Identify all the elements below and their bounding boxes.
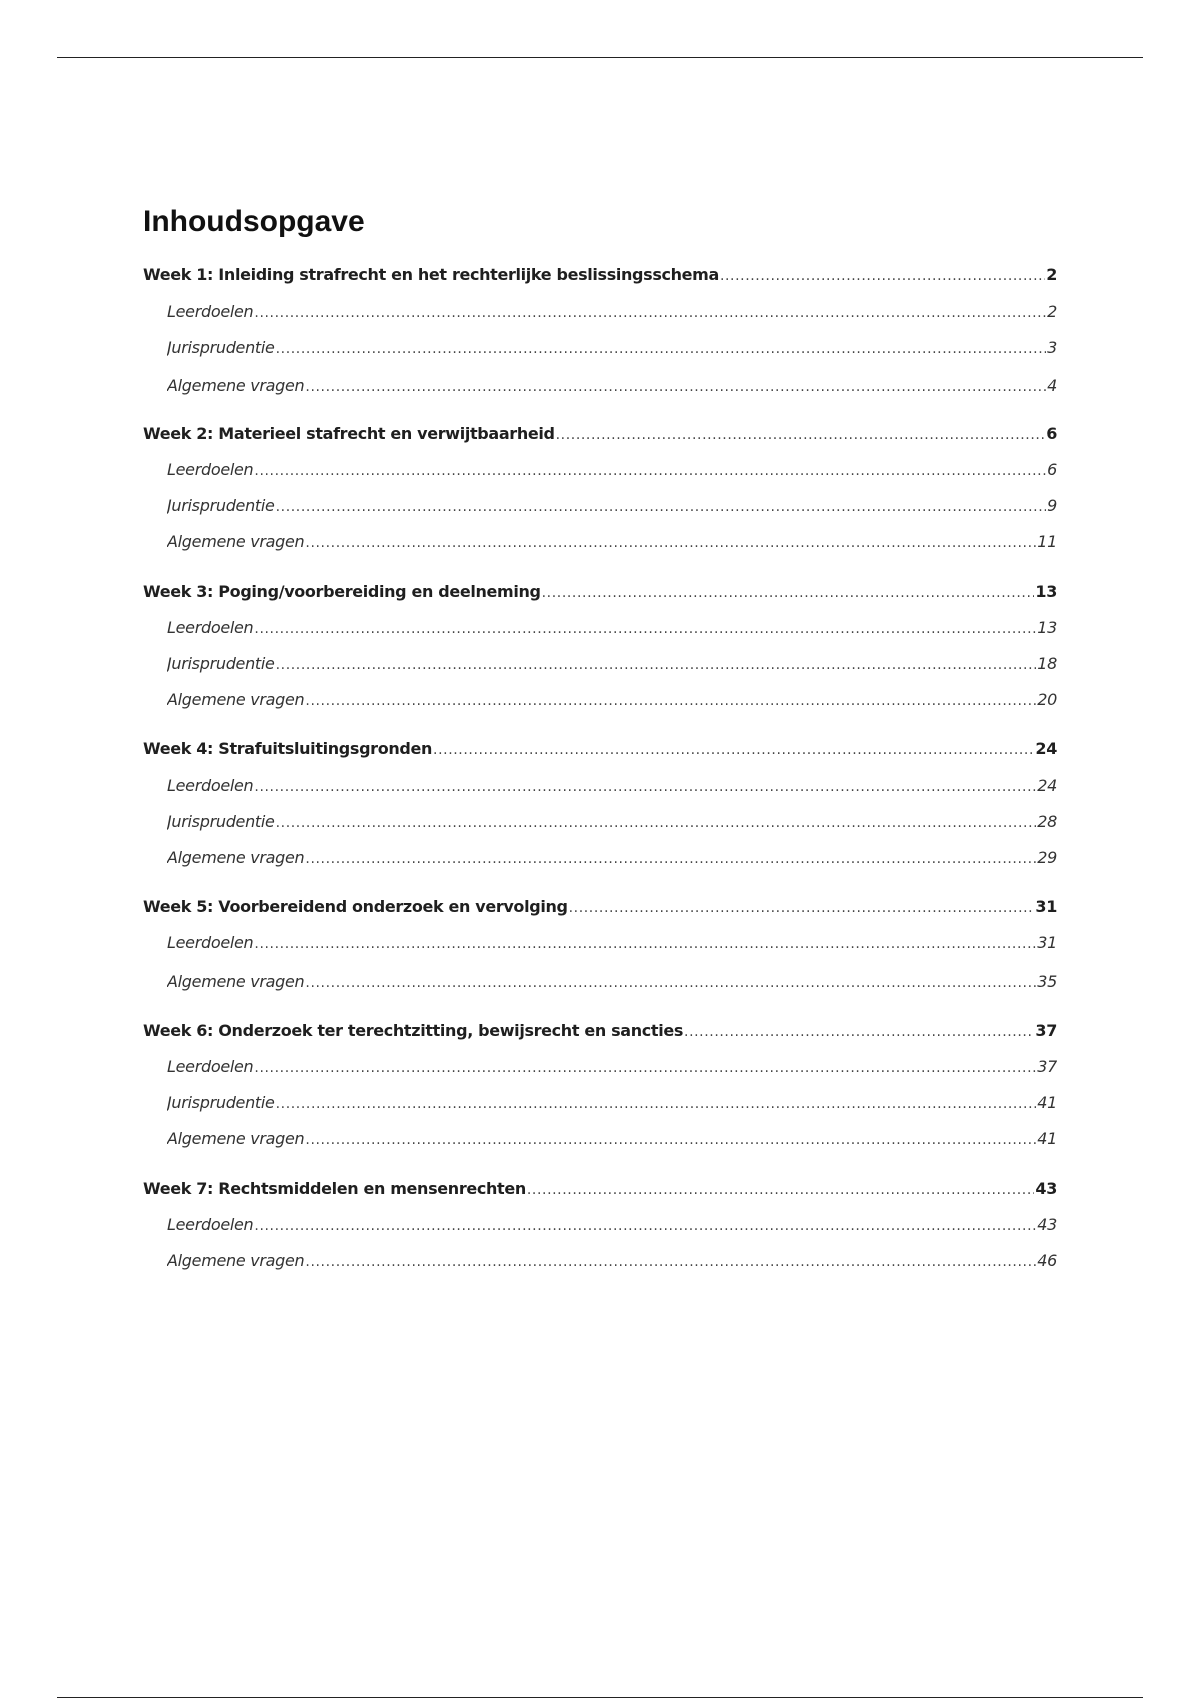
toc-entry-page-number: 13 <box>1035 582 1057 601</box>
toc-entry-label: Leerdoelen <box>167 1215 254 1234</box>
dot-leader <box>305 1127 1036 1151</box>
dot-leader <box>556 422 1046 446</box>
toc-subsection-entry[interactable] <box>167 688 1057 712</box>
toc-entry-label: Algemene vragen <box>167 972 305 991</box>
dot-leader <box>276 494 1047 518</box>
toc-subsection-entry[interactable] <box>167 1055 1057 1079</box>
toc-entry-page-number: 2 <box>1047 302 1057 321</box>
dot-leader <box>254 1213 1036 1237</box>
toc-entry-label: Leerdoelen <box>167 1057 254 1076</box>
dot-leader <box>305 846 1036 870</box>
toc-entry-page-number: 46 <box>1037 1251 1057 1270</box>
toc-entry-page-number: 31 <box>1035 897 1057 916</box>
dot-leader <box>684 1019 1034 1043</box>
header-rule <box>57 57 1143 58</box>
dot-leader <box>305 530 1036 554</box>
toc-subsection-entry[interactable] <box>167 1249 1057 1273</box>
toc-entry-page-number: 31 <box>1037 933 1057 952</box>
toc-entry-page-number: 2 <box>1046 265 1057 284</box>
dot-leader <box>305 688 1036 712</box>
toc-section-entry[interactable] <box>143 580 1057 604</box>
toc-entry-label: Algemene vragen <box>167 690 305 709</box>
toc-subsection-entry[interactable] <box>167 1127 1057 1151</box>
toc-entry-page-number: 11 <box>1037 532 1057 551</box>
toc-subsection-entry[interactable] <box>167 774 1057 798</box>
toc-entry-label: Jurisprudentie <box>167 812 275 831</box>
dot-leader <box>276 1091 1037 1115</box>
toc-entry-label: Jurisprudentie <box>167 654 275 673</box>
dot-leader <box>276 652 1037 676</box>
dot-leader <box>305 374 1046 398</box>
toc-subsection-entry[interactable] <box>167 458 1057 482</box>
dot-leader <box>433 737 1034 761</box>
dot-leader <box>276 810 1037 834</box>
toc-entry-label: Jurisprudentie <box>167 496 275 515</box>
toc-entry-label: Algemene vragen <box>167 376 305 395</box>
dot-leader <box>542 580 1035 604</box>
toc-subsection-entry[interactable] <box>167 300 1057 324</box>
toc-entry-label: Leerdoelen <box>167 933 254 952</box>
toc-entry-page-number: 43 <box>1037 1215 1057 1234</box>
toc-section-entry[interactable] <box>143 1177 1057 1201</box>
dot-leader <box>305 970 1036 994</box>
toc-subsection-entry[interactable] <box>167 530 1057 554</box>
dot-leader <box>527 1177 1035 1201</box>
toc-entry-label: Week 6: Onderzoek ter terechtzitting, bewijsrecht en sancties <box>143 1021 684 1040</box>
toc-entry-label: Week 1: Inleiding strafrecht en het rechterlijke beslissingsschema <box>143 265 719 284</box>
toc-entry-label: Week 7: Rechtsmiddelen en mensenrechten <box>143 1179 526 1198</box>
toc-entry-page-number: 37 <box>1035 1021 1057 1040</box>
toc-entry-label: Leerdoelen <box>167 776 254 795</box>
toc-entry-page-number: 41 <box>1037 1093 1057 1112</box>
toc-entry-page-number: 13 <box>1037 618 1057 637</box>
dot-leader <box>254 774 1036 798</box>
dot-leader <box>254 931 1036 955</box>
toc-title: Inhoudsopgave <box>143 205 365 238</box>
toc-section-entry[interactable] <box>143 737 1057 761</box>
dot-leader <box>254 616 1036 640</box>
toc-subsection-entry[interactable] <box>167 970 1057 994</box>
toc-entry-label: Algemene vragen <box>167 848 305 867</box>
toc-entry-page-number: 29 <box>1037 848 1057 867</box>
toc-entry-page-number: 3 <box>1047 338 1057 357</box>
toc-section-entry[interactable] <box>143 263 1057 287</box>
dot-leader <box>720 263 1045 287</box>
toc-entry-page-number: 9 <box>1047 496 1057 515</box>
toc-entry-label: Algemene vragen <box>167 1251 305 1270</box>
toc-entry-label: Algemene vragen <box>167 532 305 551</box>
toc-entry-page-number: 28 <box>1037 812 1057 831</box>
toc-subsection-entry[interactable] <box>167 652 1057 676</box>
toc-subsection-entry[interactable] <box>167 810 1057 834</box>
toc-subsection-entry[interactable] <box>167 374 1057 398</box>
toc-entry-page-number: 24 <box>1037 776 1057 795</box>
dot-leader <box>569 895 1035 919</box>
toc-subsection-entry[interactable] <box>167 494 1057 518</box>
dot-leader <box>276 336 1047 360</box>
toc-entry-label: Leerdoelen <box>167 460 254 479</box>
toc-entry-label: Week 3: Poging/voorbereiding en deelneming <box>143 582 541 601</box>
toc-entry-page-number: 20 <box>1037 690 1057 709</box>
toc-entry-page-number: 41 <box>1037 1129 1057 1148</box>
toc-entry-label: Week 5: Voorbereidend onderzoek en vervolging <box>143 897 568 916</box>
toc-subsection-entry[interactable] <box>167 616 1057 640</box>
toc-entry-label: Jurisprudentie <box>167 338 275 357</box>
toc-entry-page-number: 18 <box>1037 654 1057 673</box>
dot-leader <box>254 1055 1036 1079</box>
toc-section-entry[interactable] <box>143 422 1057 446</box>
toc-entry-page-number: 4 <box>1047 376 1057 395</box>
toc-section-entry[interactable] <box>143 1019 1057 1043</box>
toc-entry-page-number: 35 <box>1037 972 1057 991</box>
toc-subsection-entry[interactable] <box>167 1091 1057 1115</box>
toc-subsection-entry[interactable] <box>167 931 1057 955</box>
toc-section-entry[interactable] <box>143 895 1057 919</box>
toc-entry-label: Leerdoelen <box>167 302 254 321</box>
toc-entry-page-number: 43 <box>1035 1179 1057 1198</box>
toc-subsection-entry[interactable] <box>167 336 1057 360</box>
toc-entry-label: Week 4: Strafuitsluitingsgronden <box>143 739 433 758</box>
toc-entry-label: Week 2: Materieel stafrecht en verwijtbaarheid <box>143 424 555 443</box>
toc-entry-label: Leerdoelen <box>167 618 254 637</box>
toc-entry-page-number: 24 <box>1035 739 1057 758</box>
dot-leader <box>305 1249 1036 1273</box>
toc-entry-page-number: 37 <box>1037 1057 1057 1076</box>
toc-entry-label: Jurisprudentie <box>167 1093 275 1112</box>
toc-subsection-entry[interactable] <box>167 846 1057 870</box>
dot-leader <box>254 300 1046 324</box>
toc-entry-page-number: 6 <box>1046 424 1057 443</box>
toc-subsection-entry[interactable] <box>167 1213 1057 1237</box>
dot-leader <box>254 458 1046 482</box>
footer-rule <box>57 1697 1143 1698</box>
toc-entry-page-number: 6 <box>1047 460 1057 479</box>
toc-entry-label: Algemene vragen <box>167 1129 305 1148</box>
